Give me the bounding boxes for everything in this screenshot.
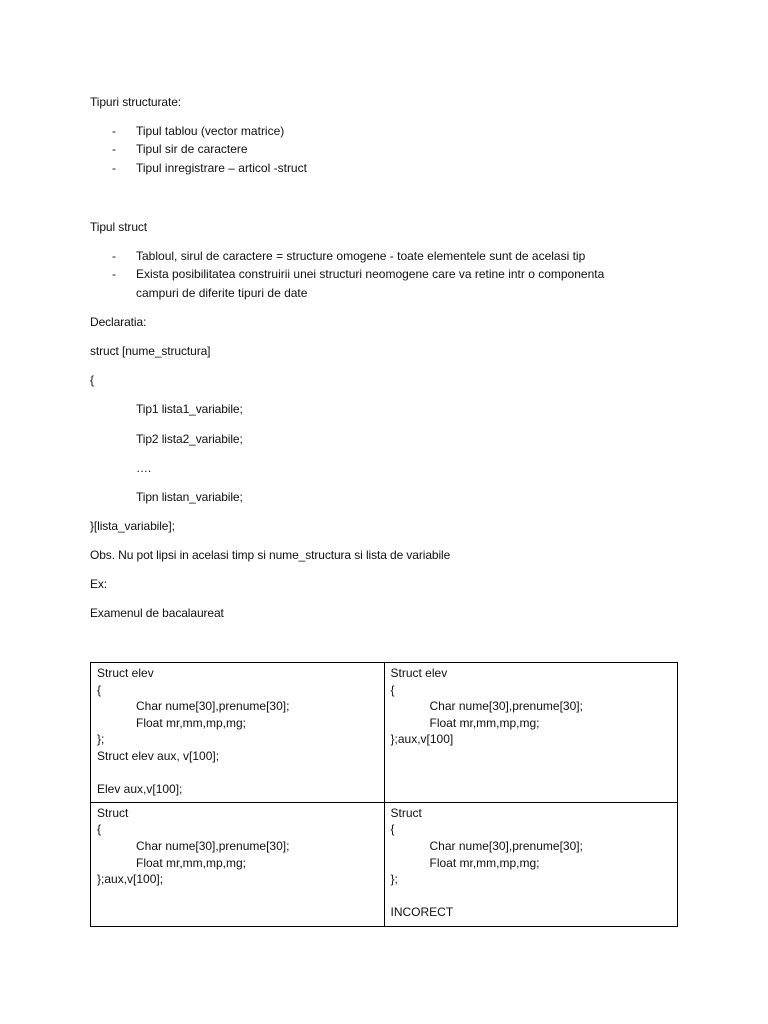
table-row: [91, 802, 678, 926]
heading-tipul-struct: Tipul struct: [90, 220, 148, 234]
example-label: Ex:: [90, 577, 108, 591]
cell-code-line: Char nume[30],prenume[30];: [136, 838, 290, 853]
cell-code-line: Elev aux,v[100];: [97, 782, 183, 797]
bullet-dash: -: [112, 124, 116, 138]
cell-code-line: };: [390, 872, 398, 887]
cell-code-line: {: [390, 822, 395, 837]
cell-code-line: [391, 888, 673, 905]
code-line: Tipn listan_variabile;: [136, 490, 243, 504]
list-item-text: Tipul tablou (vector matrice): [136, 124, 285, 138]
table-cell-r1c2: [384, 663, 678, 803]
heading-tipuri-structurate: Tipuri structurate:: [90, 95, 182, 109]
struct-examples-table: [90, 662, 678, 927]
table-cell-r2c1: [91, 802, 385, 926]
code-line: Tip2 lista2_variabile;: [136, 432, 243, 446]
cell-code-line: {: [97, 822, 102, 837]
code-line: {: [90, 373, 94, 387]
code-line: ….: [136, 461, 152, 475]
cell-code-line: Float mr,mm,mp,mg;: [429, 715, 540, 730]
list-item-text: Exista posibilitatea construirii unei structuri neomogene care va retine intr o componenta: [136, 267, 605, 281]
list-item-text: Tipul sir de caractere: [136, 142, 248, 156]
cell-code-line: Char nume[30],prenume[30];: [429, 699, 583, 714]
bullet-dash: -: [112, 161, 116, 175]
cell-code-line: Char nume[30],prenume[30];: [429, 838, 583, 853]
cell-code-line: Struct: [390, 805, 422, 820]
declaratia-label: Declaratia:: [90, 315, 147, 329]
cell-code-line: Float mr,mm,mp,mg;: [136, 715, 247, 730]
cell-code-line: {: [97, 682, 102, 697]
table-row: [91, 663, 678, 803]
cell-code-line: Struct elev aux, v[100];: [97, 748, 220, 763]
list-item-text: campuri de diferite tipuri de date: [136, 286, 308, 300]
cell-code-line: {: [390, 682, 395, 697]
code-line: struct [nume_structura]: [90, 344, 211, 358]
cell-code-line: Float mr,mm,mp,mg;: [136, 855, 247, 870]
table-cell-r1c1: [91, 663, 385, 803]
cell-code-line: };aux,v[100]: [390, 732, 454, 747]
cell-code-line: Char nume[30],prenume[30];: [136, 699, 290, 714]
code-line: }[lista_variabile];: [90, 519, 175, 533]
table-cell-r2c2: [384, 802, 678, 926]
bullet-dash: -: [112, 267, 116, 281]
incorrect-label: INCORECT: [390, 905, 454, 920]
example-title: Examenul de bacalaureat: [90, 606, 224, 620]
cell-code-line: Struct elev: [390, 666, 448, 680]
code-line: Tip1 lista1_variabile;: [136, 402, 243, 416]
cell-code-line: [97, 765, 379, 782]
cell-code-line: Struct: [97, 805, 129, 820]
list-item-text: Tabloul, sirul de caractere = structure omogene - toate elementele sunt de acelasi tip: [136, 249, 586, 263]
bullet-dash: -: [112, 142, 116, 156]
cell-code-line: };: [97, 732, 105, 747]
list-item-text: Tipul inregistrare – articol -struct: [136, 161, 307, 175]
cell-code-line: Struct elev: [97, 666, 154, 680]
observation-note: Obs. Nu pot lipsi in acelasi timp si nume_structura si lista de variabile: [90, 548, 451, 562]
bullet-dash: -: [112, 249, 116, 263]
cell-code-line: Float mr,mm,mp,mg;: [429, 855, 540, 870]
cell-code-line: };aux,v[100];: [97, 872, 164, 887]
